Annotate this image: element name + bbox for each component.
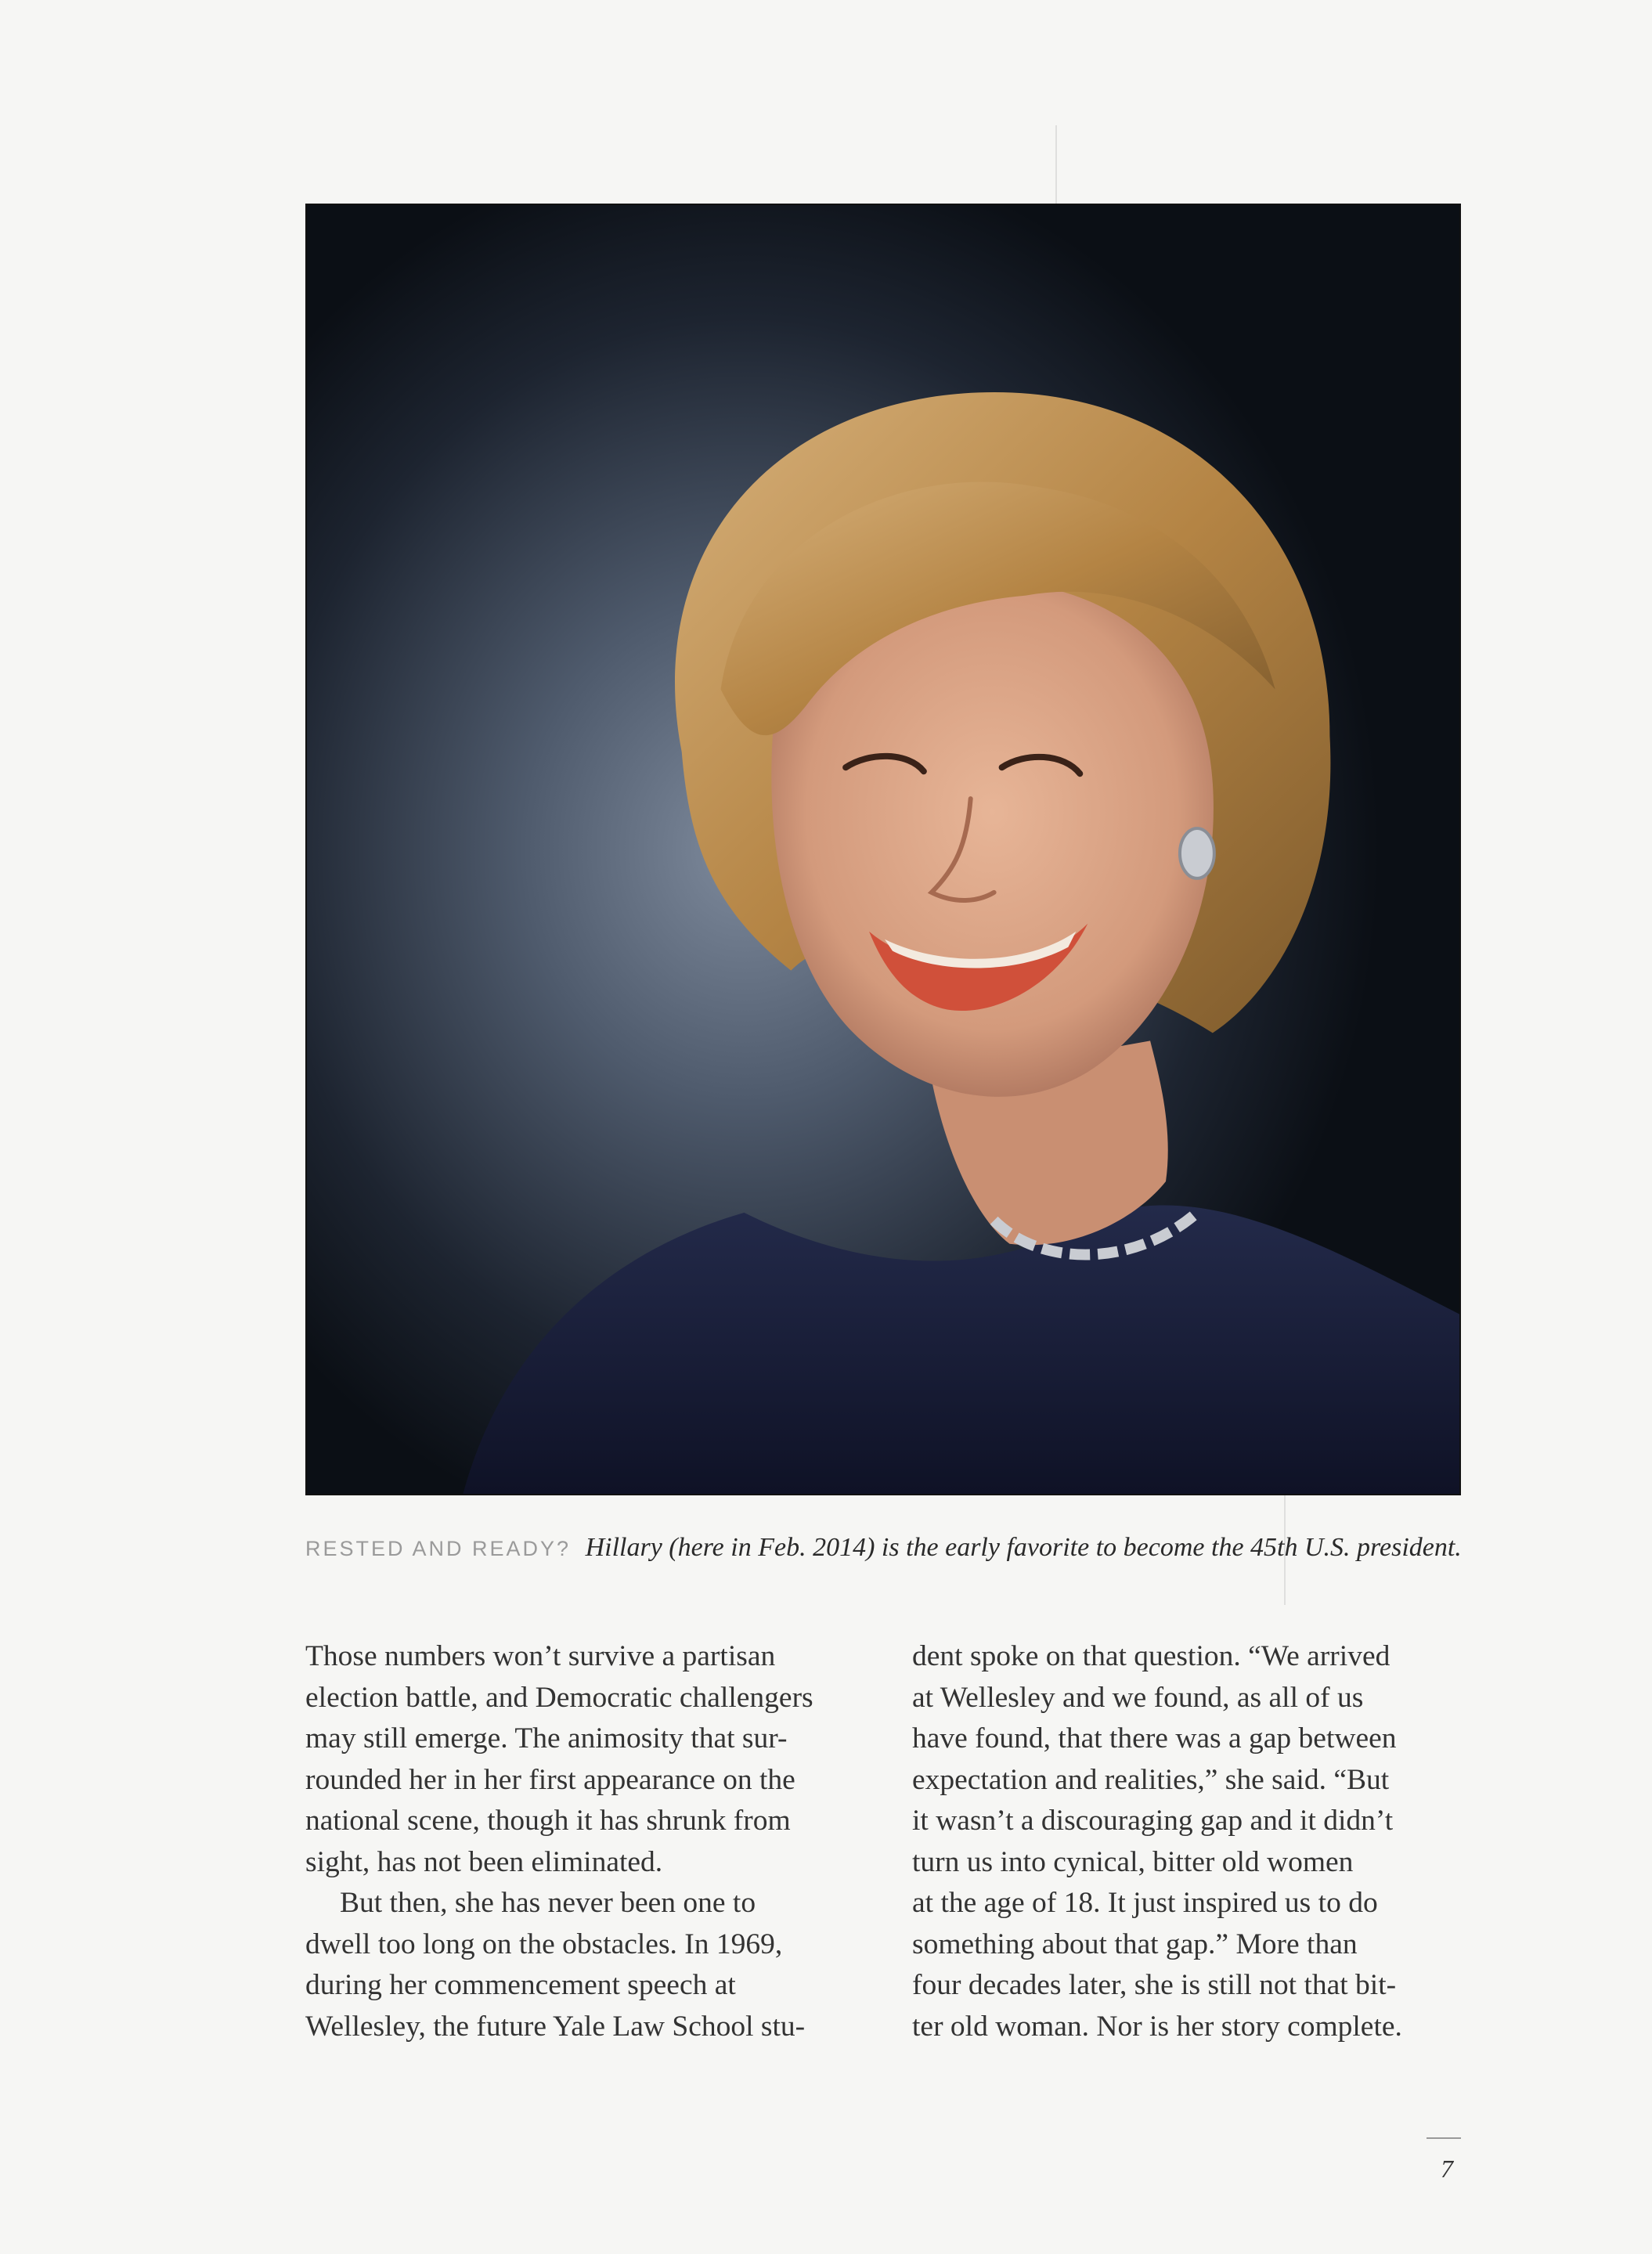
page-number: 7 <box>1441 2155 1453 2183</box>
photo-caption <box>305 1531 1464 1566</box>
portrait-photo <box>305 204 1461 1495</box>
body-paragraph: But then, she has never been one to dwell too long on the obstacles. In 1969, during her commencement speech at Wellesley, the future Yale Law School stu- <box>305 1887 806 2043</box>
body-paragraph: Those numbers won’t survive a partisan election battle, and Democratic challengers may still emerge. The animosity that sur- rounded her in her first appearance on the national scene, though it has shrunk from sight, has not been eliminated. <box>305 1640 813 1878</box>
portrait-illustration <box>307 205 1459 1494</box>
caption-text: Hillary (here in Feb. 2014) is the early favorite to become the 45th U.S. president. <box>585 1533 1462 1562</box>
body-column-right <box>912 1636 1476 2047</box>
scan-artifact <box>1055 125 1057 211</box>
body-column-left <box>305 1636 869 2047</box>
folio-rule <box>1427 2137 1461 2139</box>
caption-kicker: RESTED AND READY? <box>305 1537 572 1560</box>
body-paragraph: dent spoke on that question. “We arrived at Wellesley and we found, as all of us have found, that there was a gap between expectation and realities,” she said. “But it wasn’t a discouraging gap and it didn’t turn us into cynical, bitter old women at the age of 18. It just inspired us to do something about that gap.” More than four decades later, she is still not that bit- ter old woman. Nor is her story complete. <box>912 1640 1402 2043</box>
